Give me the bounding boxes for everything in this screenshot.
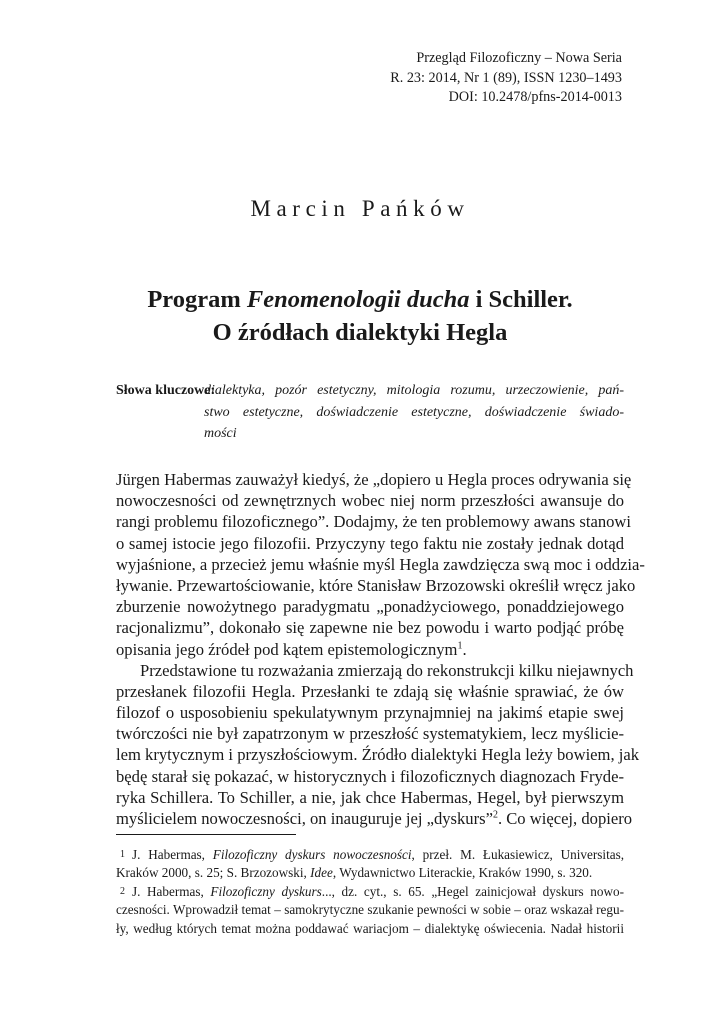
footnote-2-line: czesności. Wprowadził temat – samokrytyczne szukanie pewności w sobie – oraz wskazał regu- <box>116 902 624 918</box>
keywords-line: stwo estetyczne, doświadczenie estetyczne, doświadczenie świado- <box>204 404 624 420</box>
text-line: opisania jego źródeł pod kątem epistemologicznym$^1$. <box>116 639 467 659</box>
text-line: przesłanek filozofii Hegla. Przesłanki te zdają się właśnie sprawiać, że ów <box>116 681 624 701</box>
journal-doi: DOI: 10.2478/pfns-2014-0013 <box>448 89 622 105</box>
keywords-line: mości <box>204 426 237 441</box>
journal-volume: R. 23: 2014, Nr 1 (89), ISSN 1230–1493 <box>390 69 622 86</box>
text-line: ływanie. Przewartościowanie, które Stanisław Brzozowski określił wręcz jako <box>116 575 636 595</box>
text-line: zburzenie nowożytnego paradygmatu „ponadżyciowego, ponaddziejowego <box>116 597 624 617</box>
text-line: Przedstawione tu rozważania zmierzają do rekonstrukcji kilku niejawnych <box>140 660 634 680</box>
footnote-ref[interactable]: 2 <box>492 809 498 821</box>
text-line: myślicielem nowoczesności, on inauguruje jej „dyskurs”$^2$. Co więcej, dopiero <box>116 809 633 828</box>
text-line: rangi problemu filozoficznego”. Dodajmy, że ten problemowy awans stanowi <box>116 512 632 532</box>
keywords-label: Słowa kluczowe: <box>116 383 216 398</box>
text-line: nowoczesności od zewnętrznych wobec niej norm przeszłości awansuje do <box>116 491 624 511</box>
footnote-separator <box>116 834 296 835</box>
text-line: Jürgen Habermas zauważył kiedyś, że „dopiero u Hegla proces odrywania się <box>116 470 632 489</box>
footnote-ref[interactable]: 1 <box>457 639 463 651</box>
title-line-1: Program Fenomenologii ducha i Schiller. <box>147 286 573 313</box>
keywords-line: dialektyka, pozór estetyczny, mitologia rozumu, urzeczowienie, pań- <box>204 383 624 398</box>
text-line: będę starał się pokazać, w historycznych i filozoficznych diagnozach Fryde- <box>116 766 624 786</box>
text-line: wyjaśnione, a przecież jemu właśnie myśl Hegla zawdzięcza swą moc i oddzia- <box>116 554 645 574</box>
text-line: twórczości nie był zapatrzonym w przeszłość systematykiem, lecz myślicie- <box>116 724 624 744</box>
paragraph-2 <box>116 660 640 830</box>
paper-title <box>60 283 660 349</box>
footnote-1-line: 1 J. Habermas, Filozoficzny dyskurs nowoczesności, przeł. M. Łukasiewicz, Universitas, <box>120 847 625 862</box>
footnote-2-line: ły, według których temat można poddawać wariacjom – dialektykę oświecenia. Nadał historii <box>116 920 624 936</box>
title-line-2: O źródłach dialektyki Hegla <box>212 319 508 346</box>
text-line: lem krytycznym i przyszłościowym. Źródło dialektyki Hegla leży bowiem, jak <box>116 745 640 765</box>
footnote-1-line: Kraków 2000, s. 25; S. Brzozowski, Idee, Wydawnictwo Literackie, Kraków 1990, s. 320. <box>116 865 593 881</box>
footnote-number: 1 <box>120 849 125 860</box>
footnotes <box>116 846 624 938</box>
body-text <box>116 469 645 829</box>
author-name: Marcin Pańków <box>250 196 470 221</box>
text-line: o samej istocie jego filozofii. Przyczyny tego faktu nie zostały jednak dotąd <box>116 533 624 553</box>
footnote-number: 2 <box>120 885 125 897</box>
paragraph-1 <box>116 469 645 660</box>
text-line: ryka Schillera. To Schiller, a nie, jak chce Habermas, Hegel, był pierwszym <box>116 787 624 807</box>
footnote-2-line: 2 J. Habermas, Filozoficzny dyskurs..., dz. cyt., s. 65. „Hegel zainicjował dyskurs nowo- <box>120 883 624 899</box>
keywords-list <box>204 380 624 445</box>
keywords-block <box>116 380 624 445</box>
journal-name: Przegląd Filozoficzny – Nowa Seria <box>416 50 622 66</box>
journal-masthead <box>390 49 622 108</box>
title-italic: Fenomenologii ducha <box>246 286 470 313</box>
text-line: racjonalizmu”, dokonało się zapewne nie bez powodu i warto podjąć próbę <box>116 618 624 638</box>
text-line: filozof o usposobieniu spekulatywnym przynajmniej na jakimś etapie swej <box>116 703 624 723</box>
